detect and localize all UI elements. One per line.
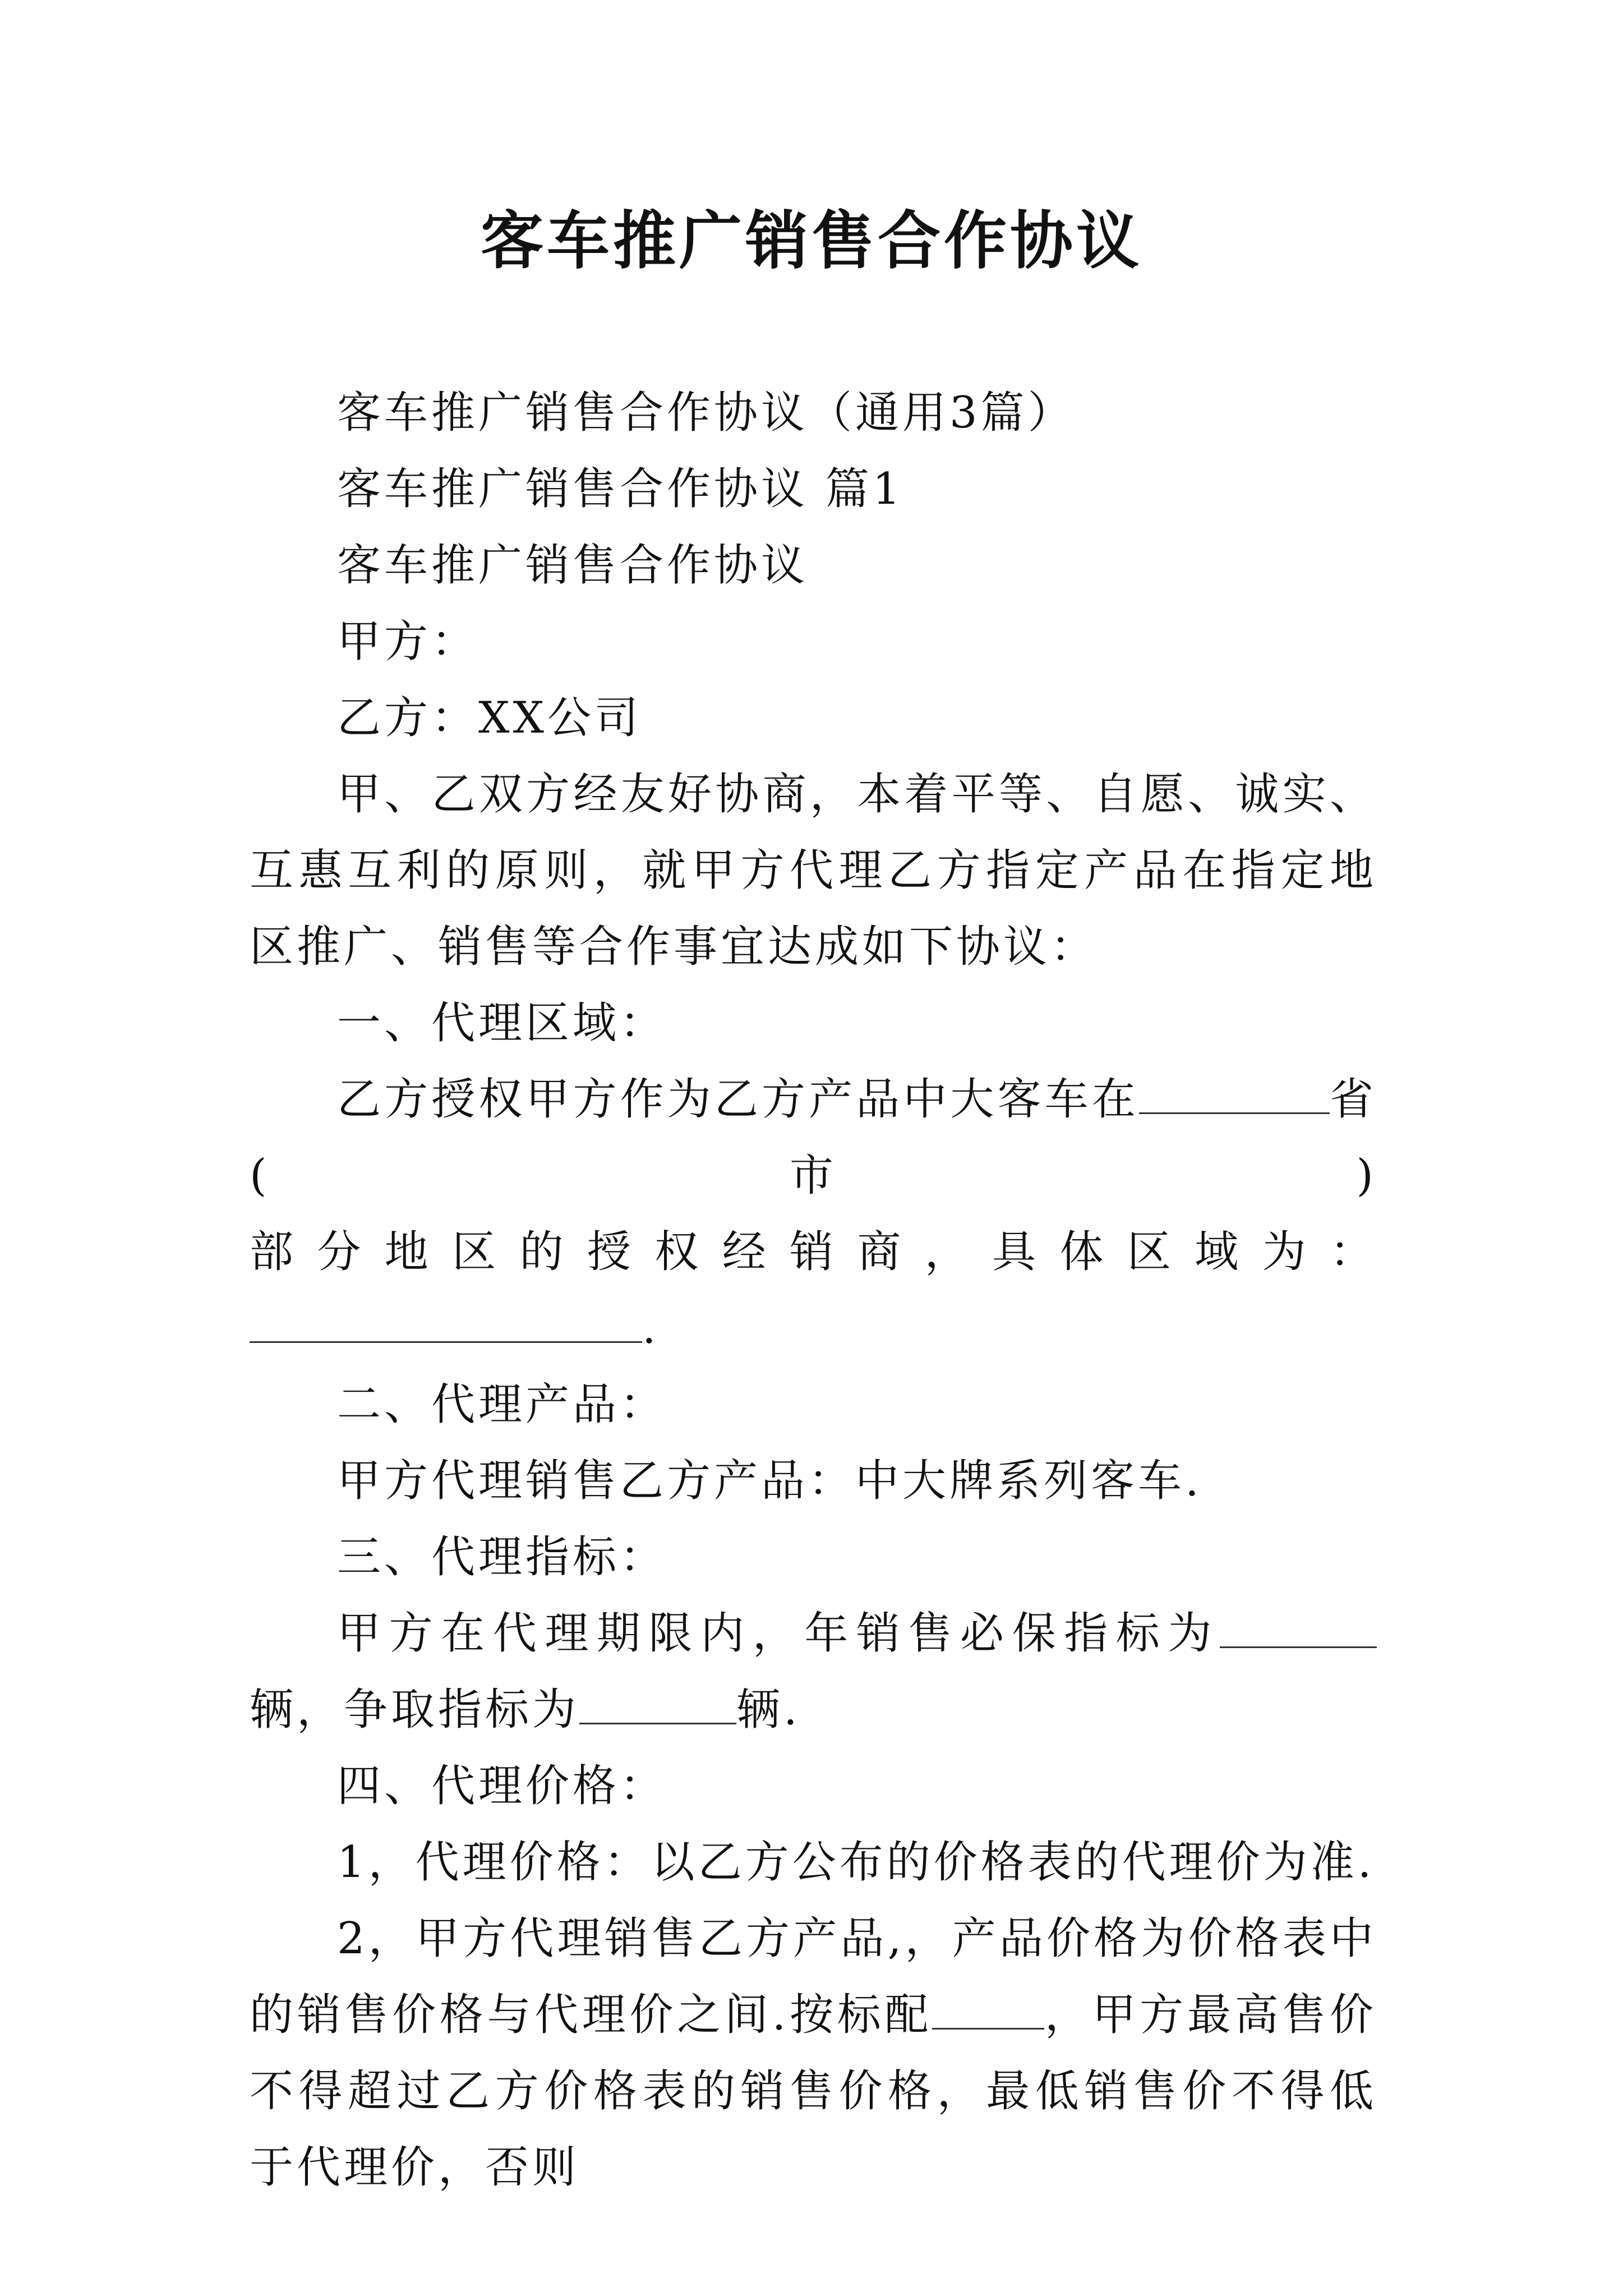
targets-text-b: 辆，争取指标为 xyxy=(250,1685,580,1735)
document-title: 客车推广销售合作协议 xyxy=(481,205,1142,278)
paragraph-price-1: 1，代理价格：以乙方公布的价格表的代理价为准. xyxy=(337,1837,1375,1888)
price-text-b: ，甲方最高售价不得超过乙方价格表的销售价格，最低销售价不得低于代理价，否则 xyxy=(250,1990,1377,2193)
paragraph-intro: 甲、乙双方经友好协商，本着平等、自愿、诚实、互惠互利的原则，就甲方代理乙方指定产品在指定地区推广、销售等合作事宜达成如下协议： xyxy=(250,769,1377,972)
paragraph-region-cont: 部分地区的授权经销商，具体区域为： xyxy=(250,1227,1377,1277)
province-blank xyxy=(1139,1068,1330,1114)
targets-text-a: 甲方在代理期限内，年销售必保指标为 xyxy=(337,1608,1220,1659)
region-blank xyxy=(250,1296,642,1343)
paragraph-agreement-name: 客车推广销售合作协议 xyxy=(337,540,809,591)
paragraph-party-b: 乙方：XX公司 xyxy=(337,693,642,743)
paragraph-targets xyxy=(250,1595,1377,1748)
targets-text-c: 辆. xyxy=(736,1685,801,1735)
paragraph-product: 甲方代理销售乙方产品：中大牌系列客车. xyxy=(337,1456,1202,1506)
region-end: . xyxy=(642,1303,660,1354)
document-body xyxy=(250,375,1377,2206)
section-heading-2: 二、代理产品： xyxy=(337,1379,667,1430)
region-text-a: 乙方授权甲方作为乙方产品中大客车在 xyxy=(337,1074,1139,1125)
section-heading-1: 一、代理区域： xyxy=(337,998,667,1048)
paragraph-party-a: 甲方： xyxy=(337,616,479,667)
guaranteed-target-blank xyxy=(1220,1602,1377,1648)
paragraph-region xyxy=(250,1061,1377,1214)
paragraph-part-heading: 客车推广销售合作协议 篇1 xyxy=(337,464,904,514)
price-text-a: 2，甲方代理销售乙方产品,，产品价格为价格表中的销售价格与代理价之间.按标配 xyxy=(250,1913,1377,2040)
section-heading-4: 四、代理价格： xyxy=(337,1761,667,1811)
region-text-b: 省(市) xyxy=(250,1074,1377,1201)
standard-config-blank xyxy=(932,1983,1044,2030)
section-heading-3: 三、代理指标： xyxy=(337,1532,667,1582)
paragraph-region-blank xyxy=(250,1290,1377,1366)
paragraph-subtitle: 客车推广销售合作协议（通用3篇） xyxy=(337,388,1075,438)
paragraph-price-2 xyxy=(250,1901,1377,2206)
stretch-target-blank xyxy=(579,1678,736,1724)
